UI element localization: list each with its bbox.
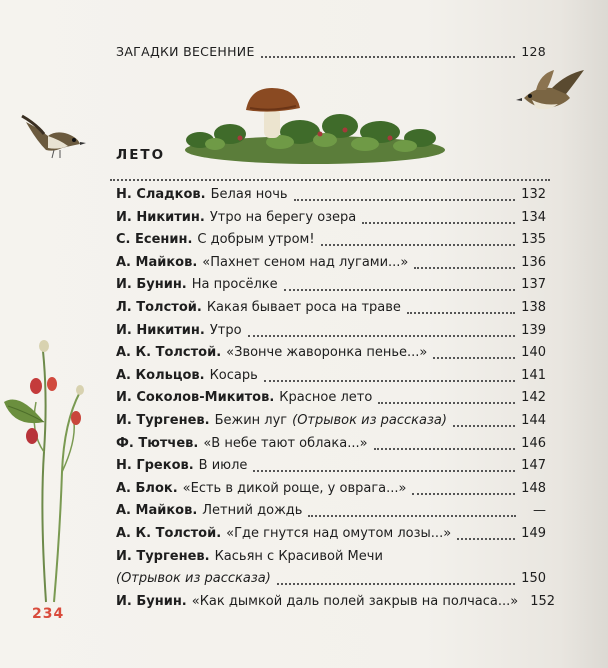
toc-entry [116,210,546,230]
toc-page-number: 146 [521,435,546,451]
toc-author: И. Никитин. [116,209,205,225]
toc-note: (Отрывок из рассказа) [292,413,447,428]
mushroom-meadow-illustration [180,84,450,168]
dot-leader [457,538,515,540]
toc-author: Н. Сладков. [116,187,206,202]
toc-page-number: 148 [521,480,546,496]
toc-author: А. Майков. [116,503,198,519]
toc-entry [116,413,546,433]
strawberry-plant-illustration [0,332,100,608]
toc-page-number: 141 [521,367,546,383]
dot-leader [407,312,515,314]
toc-title: «Звонче жаворонка пенье...» [226,345,428,361]
toc-author: И. Соколов-Микитов. [116,390,275,406]
dot-leader [374,448,516,450]
toc-entry [116,300,546,320]
toc-entry [116,503,546,523]
dot-leader [277,583,515,585]
toc-title: «Пахнет сеном над лугами...» [202,254,409,270]
toc-title: ЗАГАДКИ ВЕСЕННИЕ [116,44,255,59]
toc-page-number: 128 [521,44,546,59]
toc-title: «Где гнутся над омутом лозы...» [226,526,452,541]
dot-leader [321,244,516,246]
toc-title: Утро на берегу озера [209,209,357,225]
dot-leader [248,335,516,337]
toc-page-number: — [533,503,546,519]
toc-title: Какая бывает роса на траве [206,300,401,315]
toc-entry [116,323,546,343]
dot-leader [294,199,516,201]
toc-title: Летний дождь [202,503,303,519]
toc-page-number: 137 [521,277,546,293]
toc-entry [116,255,546,275]
toc-title: Косарь [209,367,258,383]
toc-entry [116,277,546,297]
toc-entry [116,458,546,478]
dot-leader [414,267,515,269]
toc-page-number: 135 [521,232,546,248]
toc-title: Белая ночь [210,187,288,202]
toc-page-number: 150 [521,571,546,587]
toc-author: И. Бунин. [116,593,187,609]
toc-title: Утро [209,322,242,338]
toc-author: Ф. Тютчев. [116,435,199,451]
toc-entry [116,481,546,501]
dot-leader [378,402,515,404]
toc-page-number: 149 [521,526,546,541]
toc-entry [116,549,546,569]
toc-author: А. Блок. [116,480,178,496]
toc-entry [116,345,546,365]
toc-entry [116,436,546,456]
toc-author: А. Кольцов. [116,367,205,383]
dot-leader [412,493,515,495]
toc-author: С. Есенин. [116,232,193,248]
toc-entry [116,593,556,614]
toc-author: И. Тургенев. [116,413,210,428]
toc-page-number: 138 [521,300,546,315]
toc-entry [116,232,546,252]
toc-title: С добрым утром! [197,232,315,248]
toc-title: Красное лето [279,390,373,406]
toc-page-number: 142 [521,390,546,406]
toc-entry-header [116,44,546,64]
toc-entry [116,368,546,388]
dot-leader [308,515,516,517]
toc-title: «Как дымкой даль полей закрыв на полчаса...» [191,593,519,609]
dot-leader [264,380,515,382]
toc-entry [116,571,546,591]
toc-author: А. К. Толстой. [116,345,222,361]
dot-leader [362,222,515,224]
page-number-folio: 234 [32,606,65,622]
toc-page-number: 132 [521,187,546,202]
toc-page-number: 139 [521,322,546,338]
toc-entry [116,390,546,410]
toc-title: «Есть в дикой роще, у оврага...» [182,480,407,496]
toc-author: А. Майков. [116,254,198,270]
toc-entry [116,526,546,546]
dot-leader [253,470,515,472]
toc-page-number: 134 [521,209,546,225]
dot-leader [284,289,516,291]
dot-leader [453,425,515,427]
toc-title: На просёлке [191,277,278,293]
toc-title: В июле [198,458,248,474]
toc-page-number: 152 [530,593,556,609]
section-divider [110,179,550,181]
toc-author: И. Тургенев. [116,548,210,564]
section-title: ЛЕТО [116,147,166,163]
toc-author: Н. Греков. [116,458,194,474]
toc-author: Л. Толстой. [116,300,202,315]
toc-page-number: 140 [521,345,546,361]
toc-author: И. Бунин. [116,277,187,293]
dot-leader [261,56,516,58]
bird-illustration-right [514,68,586,124]
toc-title: «В небе тают облака...» [203,435,368,451]
toc-page-number: 136 [521,254,546,270]
toc-page-number: 147 [521,458,546,474]
toc-entry [116,187,546,207]
toc-page-number: 144 [521,413,546,428]
bird-illustration-left [18,110,88,160]
toc-author: И. Никитин. [116,322,205,338]
toc-title: Касьян с Красивой Мечи [214,548,383,564]
toc-author: А. К. Толстой. [116,526,222,541]
toc-note: (Отрывок из рассказа) [116,571,271,587]
dot-leader [433,357,515,359]
toc-title: Бежин луг [214,413,288,428]
